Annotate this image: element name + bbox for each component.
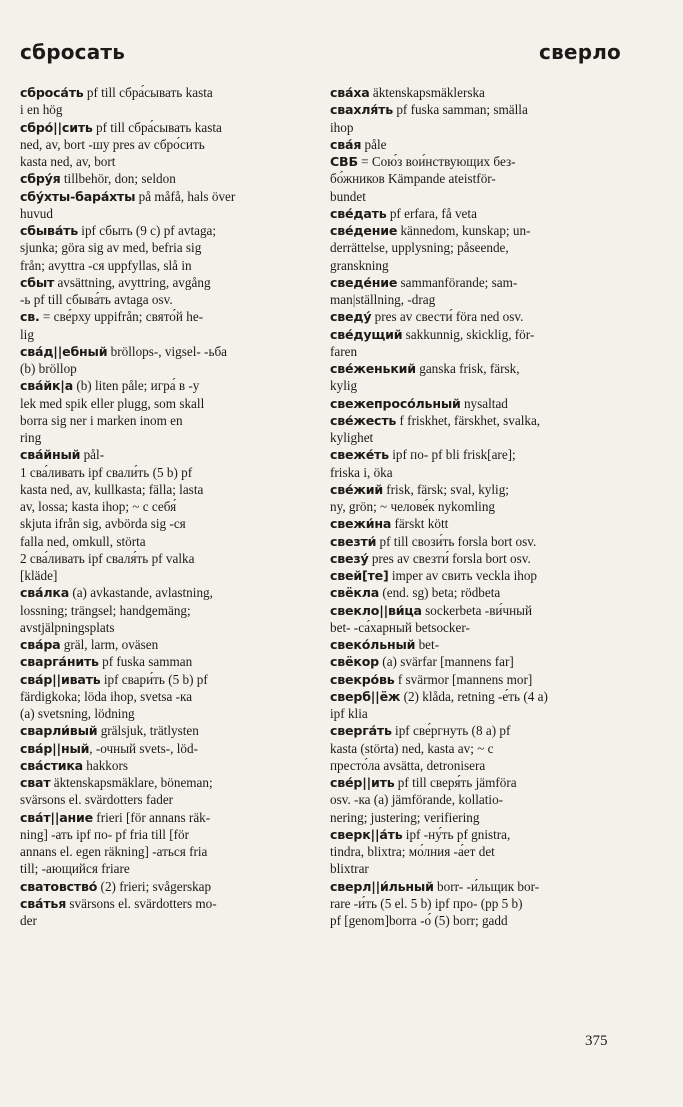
- dictionary-line: [330, 550, 618, 567]
- dictionary-line: [20, 360, 310, 377]
- headword: сверк||а́ть: [330, 826, 403, 842]
- definition-text: sammanförande; sam-: [397, 274, 518, 290]
- dictionary-line: [330, 84, 618, 101]
- dictionary-line: [20, 429, 310, 446]
- definition-text: pf till сверя́ть jämföra: [394, 775, 517, 790]
- definition-text: ned, av, bort -шу pres av сбро́сить: [20, 136, 205, 152]
- headword: сва́йк|а: [20, 378, 74, 394]
- definition-text: tindra, blixtra; мо́лния -а́ет det: [330, 844, 495, 859]
- dictionary-line: [20, 153, 310, 170]
- definition-text: till; -ающийся friare: [20, 861, 130, 877]
- definition-text: pf erfara, få veta: [386, 205, 477, 221]
- headword: све́дущий: [330, 326, 403, 342]
- definition-text: färdigkoka; löda ihop, svetsa -ка: [20, 688, 193, 704]
- definition-text: ring: [20, 430, 42, 445]
- dictionary-line: [20, 602, 310, 619]
- definition-text: bröllops-, vigsel- -ьба: [107, 343, 228, 359]
- headword: сведе́ние: [330, 274, 398, 290]
- dictionary-line: [20, 912, 310, 929]
- dictionary-line: [20, 205, 310, 222]
- dictionary-line: [330, 688, 618, 705]
- definition-text: kylig: [330, 378, 358, 394]
- headword: сва́р||ивать: [20, 671, 101, 687]
- dictionary-line: [330, 429, 618, 446]
- page-number: 375: [585, 1033, 608, 1049]
- definition-text: nering; justering; verifiering: [330, 809, 480, 825]
- definition-text: , -очный svets-, löd-: [89, 740, 199, 756]
- definition-text: huvud: [20, 205, 53, 221]
- definition-text: av, lossa; kasta ihop; ~ с себя́: [20, 499, 177, 514]
- dictionary-line: [20, 119, 310, 136]
- definition-text: rare -и́ть (5 el. 5 b) ipf про- (pp 5 b): [330, 895, 523, 911]
- definition-text: sakkunnig, skicklig, för-: [402, 326, 535, 342]
- definition-text: avsättning, avyttring, avgång: [54, 274, 211, 290]
- dictionary-line: [330, 101, 618, 118]
- definition-text: pf till сбра́сывать kasta: [83, 85, 213, 100]
- definition-text: ipf -ну́ть pf gnistra,: [402, 826, 511, 842]
- definition-text: osv. -ка (a) jämförande, kollatio-: [330, 792, 504, 808]
- dictionary-line: [330, 326, 618, 343]
- dictionary-line: [330, 222, 618, 239]
- dictionary-line: [20, 860, 310, 877]
- definition-text: färskt kött: [391, 516, 449, 532]
- dictionary-line: [330, 481, 618, 498]
- dictionary-line: [20, 809, 310, 826]
- headword: свеже́ть: [330, 447, 389, 463]
- dictionary-line: [330, 584, 618, 601]
- headword: сбру́я: [20, 171, 61, 187]
- headword: СВБ: [330, 154, 358, 169]
- headword: свежи́на: [330, 516, 392, 532]
- dictionary-line: [20, 412, 310, 429]
- definition-text: (b) bröllop: [20, 361, 77, 376]
- headword: све́женький: [330, 361, 416, 376]
- definition-text: från; avyttra -ся uppfyllas, slå in: [20, 257, 192, 273]
- dictionary-line: [330, 205, 618, 222]
- headword: св.: [20, 309, 40, 325]
- dictionary-line: [330, 878, 618, 895]
- headword: свезти́: [330, 533, 377, 549]
- dictionary-line: [330, 533, 618, 550]
- dictionary-line: [20, 584, 310, 601]
- definition-text: gräl, larm, oväsen: [60, 637, 159, 652]
- dictionary-line: [20, 464, 310, 481]
- headword: сва́ра: [20, 637, 61, 652]
- headword: свекло||ви́ца: [330, 602, 422, 618]
- headword: сва́ха: [330, 85, 370, 100]
- dictionary-line: [20, 878, 310, 895]
- definition-text: ipf по- pf bli frisk[are];: [388, 447, 516, 463]
- definition-text: äktenskapsmäklare, böneman;: [50, 775, 213, 790]
- definition-text: престо́ла avsätta, detronisera: [330, 757, 486, 773]
- headword: свёкор: [330, 654, 379, 670]
- headword: све́жесть: [330, 412, 397, 428]
- definition-text: pf till свози́ть forsla bort osv.: [376, 533, 537, 549]
- dictionary-line: [330, 809, 618, 826]
- dictionary-line: [330, 774, 618, 791]
- dictionary-line: [330, 567, 618, 584]
- dictionary-line: [20, 550, 310, 567]
- dictionary-line: [20, 653, 310, 670]
- dictionary-line: [20, 188, 310, 205]
- definition-text: svärsons el. svärdotters mo-: [66, 895, 217, 911]
- dictionary-line: [20, 222, 310, 239]
- running-head-left: сбросать: [20, 40, 126, 64]
- definition-text: kylighet: [330, 430, 374, 445]
- definition-text: faren: [330, 343, 358, 359]
- dictionary-line: [20, 774, 310, 791]
- dictionary-line: [330, 412, 618, 429]
- dictionary-line: [330, 671, 618, 688]
- headword: све́дать: [330, 205, 387, 221]
- definition-text: = све́рху uppifrån; свято́й he-: [39, 309, 204, 325]
- dictionary-line: [330, 843, 618, 860]
- dictionary-line: [20, 84, 310, 101]
- definition-text: borr- -и́льщик bor-: [433, 878, 540, 894]
- definition-text: bet- -са́харный betsocker-: [330, 619, 470, 635]
- definition-text: f svärmor [mannens mor]: [394, 671, 533, 687]
- headword: сверл||и́льный: [330, 878, 434, 894]
- definition-text: [kläde]: [20, 568, 58, 583]
- definition-text: bet-: [415, 637, 440, 652]
- headword: сварга́нить: [20, 654, 99, 670]
- headword: свей[те]: [330, 568, 389, 583]
- headword: свёкла: [330, 585, 380, 601]
- definition-text: pf [genom]borra -о́ (5) borr; gadd: [330, 913, 508, 928]
- definition-text: grälsjuk, trätlysten: [97, 723, 199, 739]
- dictionary-line: [330, 740, 618, 757]
- headword: сбро́||сить: [20, 119, 93, 135]
- headword: свежепросо́льный: [330, 395, 461, 411]
- definition-text: frisk, färsk; sval, kylig;: [382, 481, 509, 497]
- definition-text: blixtrar: [330, 861, 369, 877]
- dictionary-line: [20, 257, 310, 274]
- dictionary-line: [330, 498, 618, 515]
- headword: сва́т||ание: [20, 809, 93, 825]
- definition-text: svärsons el. svärdotters fader: [20, 792, 174, 808]
- dictionary-line: [330, 395, 618, 412]
- definition-text: friska i, öka: [330, 464, 393, 480]
- definition-text: hakkors: [82, 757, 129, 773]
- dictionary-line: [20, 274, 310, 291]
- dictionary-line: [330, 757, 618, 774]
- definition-text: tillbehör, don; seldon: [60, 171, 176, 187]
- dictionary-line: [330, 377, 618, 394]
- dictionary-line: [20, 377, 310, 394]
- definition-text: lossning; trängsel; handgemäng;: [20, 602, 191, 618]
- definition-text: 1 сва́ливать ipf свали́ть (5 b) pf: [20, 464, 193, 480]
- running-head-right: сверло: [539, 40, 621, 64]
- definition-text: lig: [20, 326, 34, 342]
- headword: сбыт: [20, 274, 55, 290]
- definition-text: lek med spik eller plugg, som skall: [20, 395, 205, 411]
- dictionary-line: [20, 498, 310, 515]
- definition-text: (2) klåda, retning -е́ть (4 a): [400, 688, 548, 704]
- dictionary-line: [20, 395, 310, 412]
- dictionary-line: [330, 170, 618, 187]
- dictionary-line: [330, 791, 618, 808]
- page-header: [20, 40, 621, 64]
- left-column: [20, 84, 310, 929]
- definition-text: (a) svetsning, lödning: [20, 706, 135, 721]
- definition-text: sockerbeta -ви́чный: [421, 602, 533, 618]
- dictionary-line: [20, 671, 310, 688]
- dictionary-line: [330, 895, 618, 912]
- dictionary-line: [20, 843, 310, 860]
- definition-text: imper av свить veckla ihop: [388, 568, 538, 583]
- dictionary-line: [330, 722, 618, 739]
- definition-text: ipf сбыть (9 c) pf avtaga;: [77, 223, 217, 238]
- dictionary-line: [330, 308, 618, 325]
- definition-text: (b) liten påle; игра́ в -у: [73, 378, 200, 394]
- definition-text: бо́жников Kämpande ateistför-: [330, 171, 496, 187]
- dictionary-line: [330, 343, 618, 360]
- dictionary-line: [330, 912, 618, 929]
- definition-text: derrättelse, upplysning; påseende,: [330, 240, 509, 256]
- headword: све́дение: [330, 223, 398, 238]
- definition-text: ipf све́ргнуть (8 a) pf: [391, 723, 511, 739]
- dictionary-line: [20, 895, 310, 912]
- definition-text: pres av свести́ föra ned osv.: [371, 309, 524, 325]
- definition-text: på måfå, hals över: [135, 188, 236, 204]
- definition-text: frieri [för annans räk-: [93, 809, 211, 825]
- dictionary-line: [330, 274, 618, 291]
- definition-text: f friskhet, färskhet, svalka,: [396, 412, 541, 428]
- dictionary-line: [20, 170, 310, 187]
- definition-text: påle: [361, 136, 387, 152]
- headword: сверга́ть: [330, 723, 392, 739]
- headword: сва́р||ный: [20, 740, 90, 756]
- headword: свахля́ть: [330, 102, 394, 118]
- dictionary-line: [20, 567, 310, 584]
- dictionary-line: [330, 446, 618, 463]
- dictionary-line: [330, 136, 618, 153]
- definition-text: annans el. egen räkning] -аться fria: [20, 844, 208, 859]
- definition-text: bundet: [330, 188, 366, 204]
- dictionary-line: [330, 636, 618, 653]
- definition-text: pål-: [80, 447, 105, 463]
- definition-text: ipf klia: [330, 706, 368, 721]
- definition-text: ning] -ать ipf по- pf fria till [för: [20, 826, 189, 842]
- headword: сват: [20, 775, 51, 790]
- dictionary-line: [330, 653, 618, 670]
- headword: сверб||ёж: [330, 688, 401, 704]
- dictionary-line: [20, 722, 310, 739]
- dictionary-line: [20, 239, 310, 256]
- definition-text: skjuta ifrån sig, avbörda sig -ся: [20, 516, 186, 532]
- definition-text: (end. sg) beta; rödbeta: [379, 585, 501, 601]
- headword: сбыва́ть: [20, 223, 78, 238]
- definition-text: ny, grön; ~ челове́к nykomling: [330, 499, 496, 514]
- headword: сва́стика: [20, 757, 83, 773]
- dictionary-line: [20, 291, 310, 308]
- definition-text: pf till сбра́сывать kasta: [92, 119, 222, 135]
- definition-text: ganska frisk, färsk,: [415, 361, 520, 376]
- dictionary-line: [20, 446, 310, 463]
- dictionary-line: [330, 602, 618, 619]
- dictionary-line: [20, 826, 310, 843]
- definition-text: i en hög: [20, 102, 63, 118]
- definition-text: kasta (störta) ned, kasta av; ~ с: [330, 740, 494, 756]
- dictionary-line: [330, 705, 618, 722]
- definition-text: ipf свари́ть (5 b) pf: [100, 671, 208, 687]
- dictionary-line: [330, 515, 618, 532]
- definition-text: falla ned, omkull, störta: [20, 533, 146, 549]
- definition-text: ihop: [330, 119, 354, 135]
- headword: свекро́вь: [330, 671, 395, 687]
- dictionary-line: [330, 188, 618, 205]
- definition-text: = Сою́з вои́нствующих без-: [357, 154, 516, 169]
- dictionary-line: [20, 308, 310, 325]
- dictionary-line: [330, 619, 618, 636]
- definition-text: man|ställning, -drag: [330, 292, 436, 307]
- headword: сватовство́: [20, 878, 98, 894]
- definition-text: -ь pf till сбыва́ть avtaga osv.: [20, 292, 173, 307]
- headword: сва́д||ебный: [20, 343, 108, 359]
- right-column: [330, 84, 618, 929]
- headword: сбу́хты-бара́хты: [20, 188, 136, 204]
- definition-text: (a) svärfar [mannens far]: [379, 654, 514, 670]
- headword: све́жий: [330, 481, 383, 497]
- headword: сва́лка: [20, 585, 70, 601]
- dictionary-line: [20, 515, 310, 532]
- headword: све́р||ить: [330, 775, 395, 790]
- dictionary-line: [330, 464, 618, 481]
- definition-text: kasta ned, av, kullkasta; fälla; lasta: [20, 481, 204, 497]
- dictionary-line: [330, 257, 618, 274]
- dictionary-line: [20, 757, 310, 774]
- definition-text: nysaltad: [460, 395, 508, 411]
- definition-text: (a) avkastande, avlastning,: [69, 585, 213, 601]
- definition-text: äktenskapsmäklerska: [369, 85, 485, 100]
- dictionary-line: [20, 101, 310, 118]
- definition-text: avstjälpningsplats: [20, 619, 115, 635]
- dictionary-line: [20, 791, 310, 808]
- dictionary-line: [330, 239, 618, 256]
- dictionary-line: [20, 136, 310, 153]
- headword: сва́тья: [20, 895, 67, 911]
- dictionary-line: [330, 860, 618, 877]
- headword: сварли́вый: [20, 723, 98, 739]
- definition-text: pf fuska samman: [98, 654, 193, 670]
- headword: свеко́льный: [330, 637, 416, 652]
- dictionary-line: [20, 705, 310, 722]
- headword: сва́йный: [20, 447, 81, 463]
- headword: сва́я: [330, 136, 362, 152]
- dictionary-line: [20, 481, 310, 498]
- definition-text: sjunka; göra sig av med, befria sig: [20, 240, 202, 256]
- definition-text: pf fuska samman; smälla: [393, 102, 528, 118]
- dictionary-line: [20, 740, 310, 757]
- definition-text: kännedom, kunskap; un-: [397, 223, 531, 238]
- dictionary-line: [20, 619, 310, 636]
- dictionary-line: [20, 688, 310, 705]
- definition-text: der: [20, 913, 37, 928]
- dictionary-line: [20, 326, 310, 343]
- dictionary-line: [20, 343, 310, 360]
- dictionary-line: [330, 826, 618, 843]
- definition-text: granskning: [330, 257, 389, 273]
- dictionary-line: [20, 636, 310, 653]
- dictionary-line: [20, 533, 310, 550]
- definition-text: kasta ned, av, bort: [20, 154, 116, 169]
- definition-text: borra sig ner i marken inom en: [20, 412, 183, 428]
- dictionary-line: [330, 153, 618, 170]
- headword: свезу́: [330, 550, 369, 566]
- definition-text: pres av свезти́ forsla bort osv.: [368, 550, 531, 566]
- definition-text: 2 сва́ливать ipf сваля́ть pf valka: [20, 550, 195, 566]
- dictionary-line: [330, 119, 618, 136]
- definition-text: (2) frieri; svågerskap: [97, 878, 212, 894]
- headword: сброса́ть: [20, 85, 84, 100]
- dictionary-line: [330, 360, 618, 377]
- dictionary-line: [330, 291, 618, 308]
- headword: сведу́: [330, 309, 372, 325]
